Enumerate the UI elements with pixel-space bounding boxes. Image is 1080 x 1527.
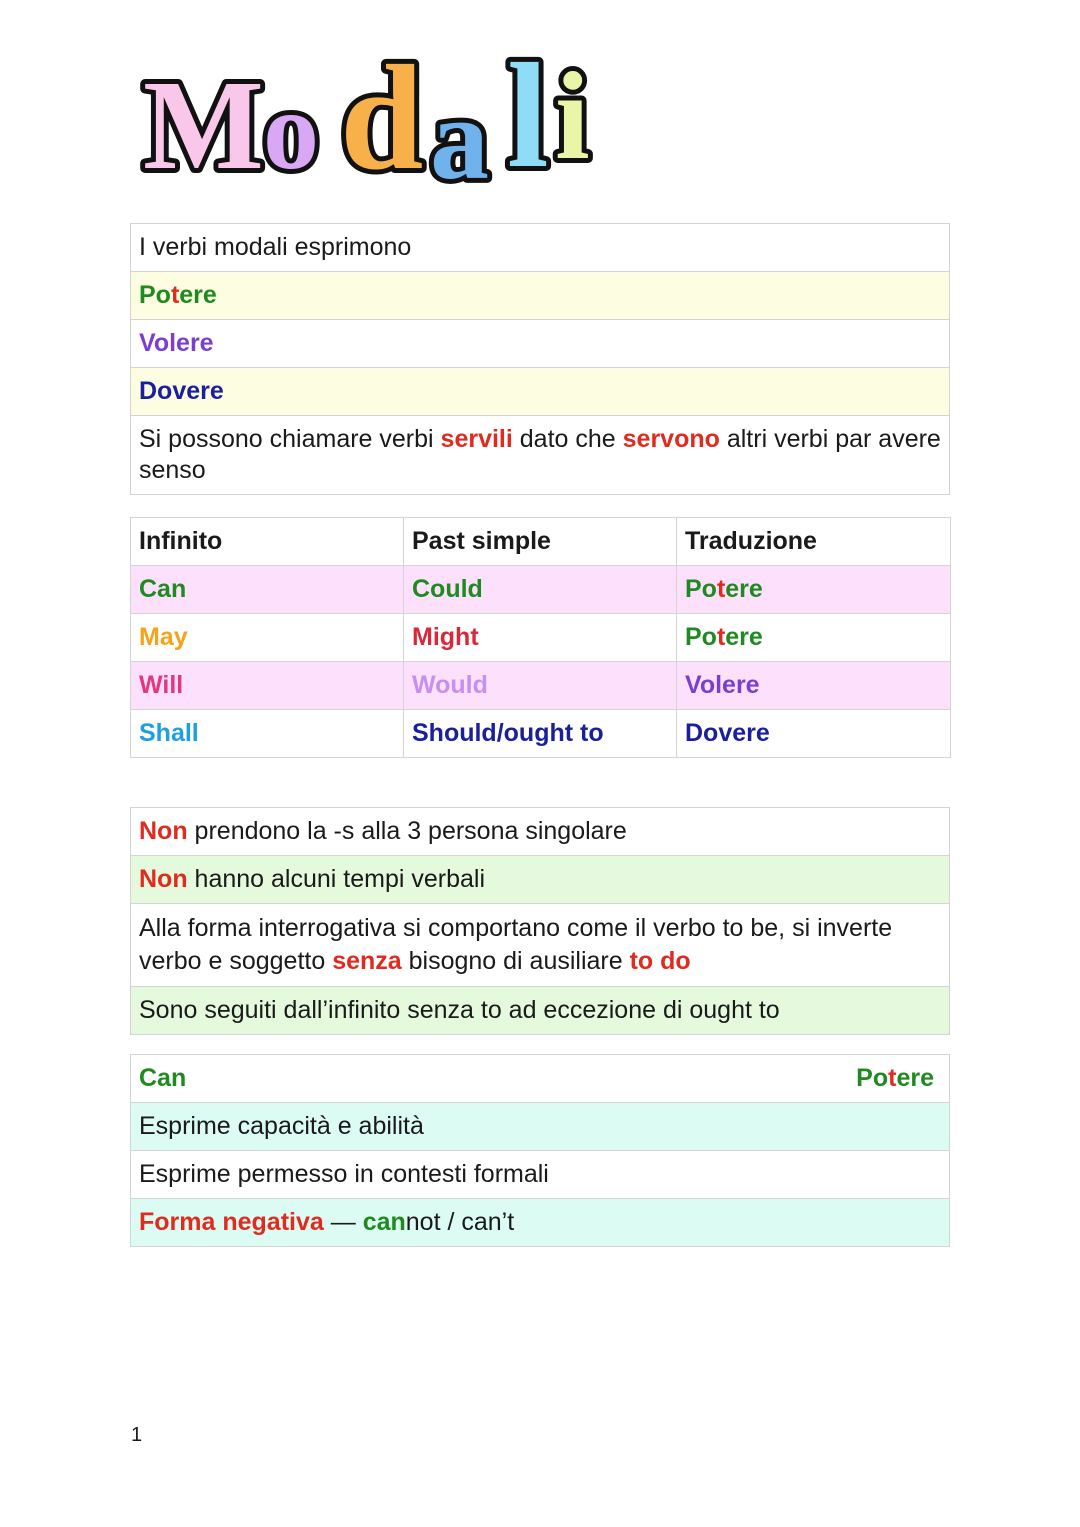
can-row (131, 1103, 950, 1151)
rule-1: Non prendono la -s alla 3 persona singolare (131, 808, 950, 856)
can-row (131, 1151, 950, 1199)
table-row (131, 566, 951, 614)
intro-table (130, 223, 950, 495)
title-letter: d (340, 35, 424, 198)
verbs-table (130, 517, 951, 758)
intro-line: I verbi modali esprimono (131, 224, 950, 272)
table-header-row (131, 518, 951, 566)
cell-traduzione: Volere (677, 662, 951, 710)
title-letter: i (555, 48, 590, 186)
title-letter: o (263, 69, 319, 193)
intro-row (131, 224, 950, 272)
rule-row (131, 904, 950, 987)
cell-infinito: Shall (131, 710, 404, 758)
cell-traduzione: Dovere (677, 710, 951, 758)
intro-row (131, 416, 950, 495)
cell-past: Might (404, 614, 677, 662)
cell-traduzione: Potere (677, 614, 951, 662)
rules-table (130, 807, 950, 1035)
intro-row (131, 368, 950, 416)
rule-row (131, 987, 950, 1035)
intro-potere: Potere (131, 272, 950, 320)
can-title-row (131, 1055, 950, 1103)
intro-servili: Si possono chiamare verbi servili dato che servono altri verbi par avere senso (131, 416, 950, 495)
can-table (130, 1054, 950, 1247)
rule-row (131, 808, 950, 856)
intro-row (131, 320, 950, 368)
can-title: Can (139, 1064, 187, 1092)
table-row (131, 614, 951, 662)
cell-infinito: Will (131, 662, 404, 710)
rule-2: Non hanno alcuni tempi verbali (131, 856, 950, 904)
rule-3: Alla forma interrogativa si comportano come il verbo to be, si inverte verbo e soggetto senza bisogno di ausiliare to do (131, 904, 950, 987)
can-title-cell (131, 1055, 950, 1103)
title-letter: l (507, 33, 549, 198)
can-row-2: Esprime permesso in contesti formali (131, 1151, 950, 1199)
cell-infinito: Can (131, 566, 404, 614)
title-logo-art (135, 8, 635, 198)
intro-row (131, 272, 950, 320)
can-translation: Potere (856, 1064, 934, 1092)
intro-dovere: Dovere (131, 368, 950, 416)
can-row-1: Esprime capacità e abilità (131, 1103, 950, 1151)
header-traduzione: Traduzione (677, 518, 951, 566)
rule-4: Sono seguiti dall’infinito senza to ad eccezione di ought to (131, 987, 950, 1035)
cell-traduzione: Potere (677, 566, 951, 614)
title-letter: a (430, 73, 489, 198)
title-letter: M (143, 54, 264, 196)
cell-past: Should/ought to (404, 710, 677, 758)
table-row (131, 662, 951, 710)
intro-volere: Volere (131, 320, 950, 368)
title-logo (135, 8, 635, 198)
table-row (131, 710, 951, 758)
cell-past: Would (404, 662, 677, 710)
rule-row (131, 856, 950, 904)
can-negative: Forma negativa — cannot / can’t (131, 1199, 950, 1247)
can-row (131, 1199, 950, 1247)
cell-past: Could (404, 566, 677, 614)
cell-infinito: May (131, 614, 404, 662)
header-infinito: Infinito (131, 518, 404, 566)
header-past-simple: Past simple (404, 518, 677, 566)
page-number: 1 (131, 1424, 143, 1446)
